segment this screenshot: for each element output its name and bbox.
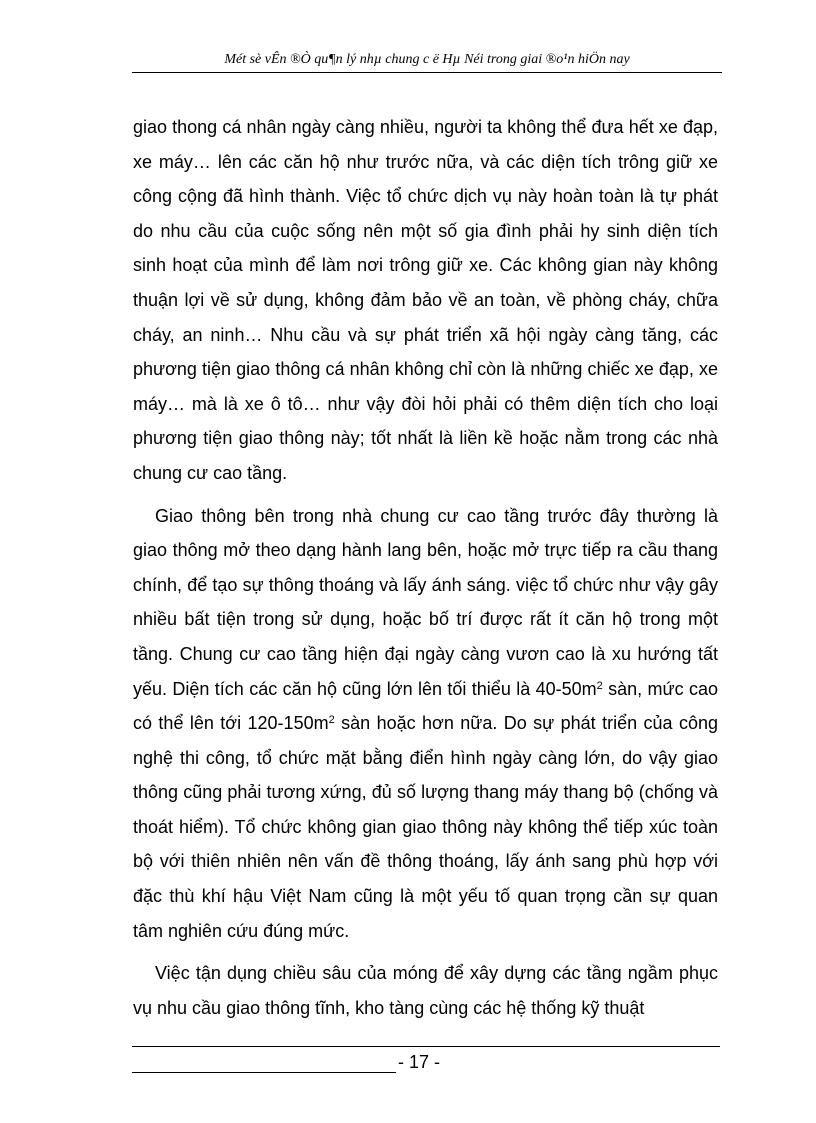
superscript-squared-2: 2 [328, 714, 335, 727]
running-header [132, 48, 722, 73]
paragraph-1: giao thong cá nhân ngày càng nhiều, người ta không thể đưa hết xe đạp, xe máy… lên các căn hộ như trước nữa, và các diện tích trông giữ xe công cộng đã hình thành. Việc tổ chức dịch vụ này hoàn toàn là tự phát do nhu cầu của cuộc sống nên một số gia đình phải hy sinh diện tích sinh hoạt của mình để làm nơi trông giữ xe. Các không gian này không thuận lợi về sử dụng, không đảm bảo về an toàn, về phòng cháy, chữa cháy, an ninh… Nhu cầu và sự phát triển xã hội ngày càng tăng, các phương tiện giao thông cá nhân không chỉ còn là những chiếc xe đạp, xe máy… mà là xe ô tô… như vậy đòi hỏi phải có thêm diện tích cho loại phương tiện giao thông này; tốt nhất là liền kề hoặc nằm trong các nhà chung cư cao tầng. [133, 117, 718, 483]
paragraph-2-part-2: sàn, mức cao có thể lên tới 120-150m [133, 678, 718, 734]
paragraph-2-part-1: Giao thông bên trong nhà chung cư cao tầng trước đây thường là giao thông mở theo dạng hành lang bên, hoặc mở trực tiếp ra cầu thang chính, để tạo sự thông thoáng và lấy ánh sáng. việc tổ chức như vậy gây nhiều bất tiện trong sử dụng, hoặc bố trí được rất ít căn hộ trong một tầng. Chung cư cao tầng hiện đại ngày càng vươn cao là xu hướng tất yếu. Diện tích các căn hộ cũng lớn lên tối thiểu là 40-50m [133, 505, 718, 699]
page-body [133, 110, 718, 1033]
footer-divider [132, 1046, 720, 1047]
superscript-squared-1: 2 [596, 679, 603, 692]
paragraph-2-part-3: sàn hoặc hơn nữa. Do sự phát triển của công nghệ thi công, tổ chức mặt bằng điển hình ngày càng lớn, do vậy giao thông cũng phải tương xứng, đủ số lượng thang máy thang bộ (chống và thoát hiểm). Tổ chức không gian giao thông này không thể tiếp xúc toàn bộ với thiên nhiên nên vấn đề thông thoáng, lấy ánh sang phù hợp với đặc thù khí hậu Việt Nam cũng là một yếu tố quan trọng cần sự quan tâm nghiên cứu đúng mức. [133, 713, 719, 941]
page-number: - 17 - [398, 1052, 441, 1072]
paragraph-2 [133, 499, 718, 949]
paragraph-3: Việc tận dụng chiều sâu của móng để xây dựng các tầng ngầm phục vụ nhu cầu giao thông tĩnh, kho tàng cùng các hệ thống kỹ thuật [133, 963, 718, 1018]
running-header-title: Mét sè vÊn ®Ò qu¶n lý nhµ chung c ë Hµ Néi trong giai ®o¹n hiÖn nay [224, 52, 630, 67]
footer-underline [132, 1072, 396, 1073]
